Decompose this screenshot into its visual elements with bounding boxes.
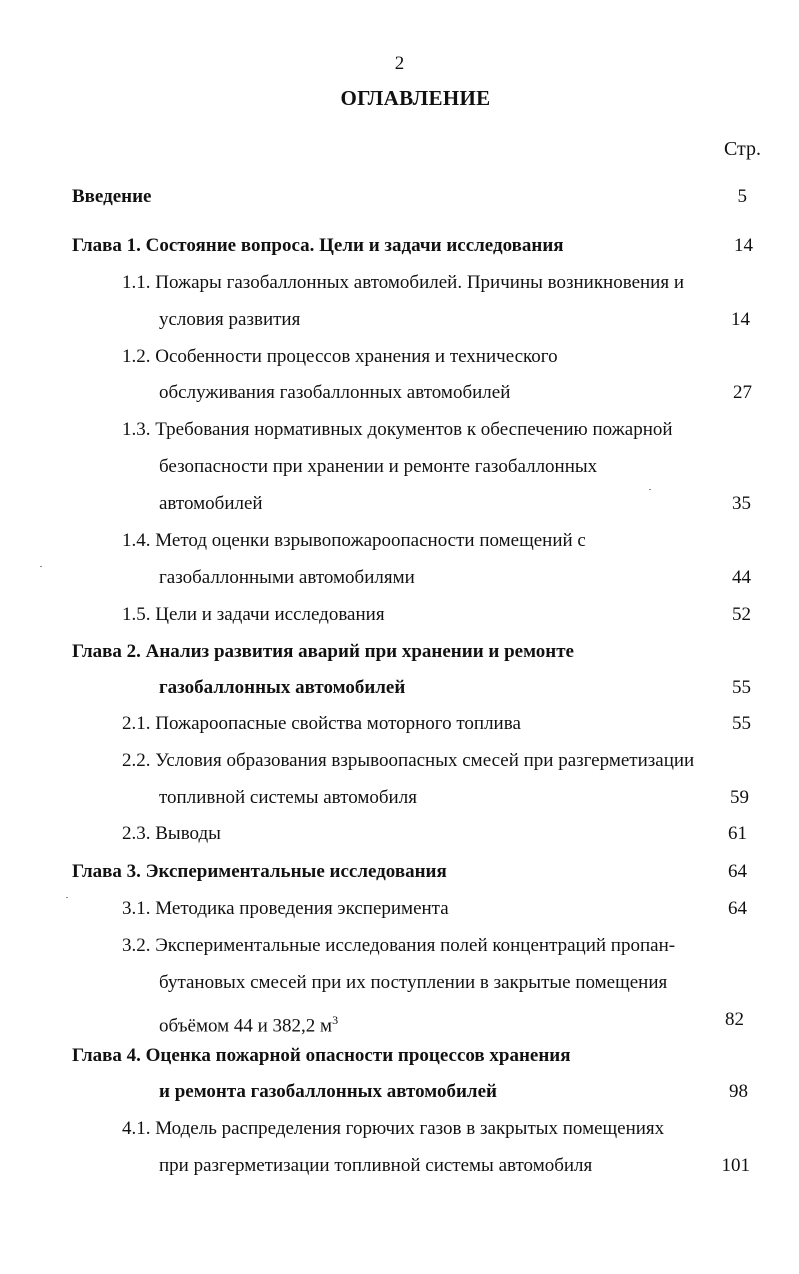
- toc-page-2-1: 55: [732, 713, 751, 734]
- toc-entry-3-1: 3.1. Методика проведения эксперимента: [122, 898, 449, 919]
- toc-entry-3-2-superscript: 3: [332, 1013, 339, 1027]
- toc-entry-2-2-cont: топливной системы автомобиля: [159, 787, 417, 808]
- toc-page-3-2: 82: [725, 1009, 744, 1030]
- toc-entry-intro: Введение: [72, 186, 152, 207]
- toc-page-1-5: 52: [732, 604, 751, 625]
- toc-entry-2-1: 2.1. Пожароопасные свойства моторного топлива: [122, 713, 521, 734]
- toc-entry-4-1: 4.1. Модель распределения горючих газов в закрытых помещениях: [122, 1118, 665, 1139]
- toc-entry-chapter-4-cont: и ремонта газобаллонных автомобилей: [159, 1081, 497, 1102]
- page-column-label: Стр.: [723, 138, 761, 160]
- toc-entry-3-2-volume: объёмом 44 и 382,2 м: [159, 1015, 333, 1037]
- page-number: 2: [394, 53, 405, 74]
- toc-entry-1-4: 1.4. Метод оценки взрывопожароопасности помещений с: [122, 530, 586, 551]
- toc-entry-1-3: 1.3. Требования нормативных документов к обеспечению пожарной: [122, 419, 673, 440]
- toc-page-4-1: 101: [721, 1155, 750, 1176]
- toc-entry-4-1-cont: при разгерметизации топливной системы автомобиля: [159, 1155, 593, 1176]
- toc-entry-chapter-3: Глава 3. Экспериментальные исследования: [72, 861, 447, 882]
- scan-speck: [40, 566, 42, 567]
- toc-page-2-2: 59: [730, 787, 749, 808]
- toc-entry-2-2: 2.2. Условия образования взрывоопасных смесей при разгерметизации: [122, 750, 695, 771]
- toc-entry-2-3: 2.3. Выводы: [122, 823, 221, 844]
- toc-entry-chapter-1: Глава 1. Состояние вопроса. Цели и задачи исследования: [72, 235, 564, 256]
- toc-entry-1-5: 1.5. Цели и задачи исследования: [122, 604, 385, 625]
- scan-speck: [649, 489, 651, 490]
- toc-page-intro: 5: [737, 186, 747, 207]
- toc-page-chapter-3: 64: [728, 861, 747, 882]
- toc-entry-3-2-cont: бутановых смесей при их поступлении в закрытые помещения: [159, 972, 668, 993]
- toc-entry-1-1: 1.1. Пожары газобаллонных автомобилей. Причины возникновения и: [122, 272, 685, 293]
- toc-entry-1-2-cont: обслуживания газобаллонных автомобилей: [159, 382, 511, 403]
- toc-page-1-3: 35: [732, 493, 751, 514]
- toc-entry-1-2: 1.2. Особенности процессов хранения и технического: [122, 346, 558, 367]
- toc-entry-1-3-cont2: автомобилей: [159, 493, 263, 514]
- toc-page-chapter-2: 55: [732, 677, 751, 698]
- toc-entry-1-3-cont: безопасности при хранении и ремонте газобаллонных: [159, 456, 598, 477]
- toc-entry-chapter-4: Глава 4. Оценка пожарной опасности процессов хранения: [72, 1045, 571, 1066]
- toc-entry-chapter-2: Глава 2. Анализ развития аварий при хранении и ремонте: [72, 641, 574, 662]
- toc-page-1-4: 44: [732, 567, 751, 588]
- toc-entry-3-2-cont2: [159, 1008, 338, 1038]
- toc-page-chapter-4: 98: [729, 1081, 748, 1102]
- toc-page-1-2: 27: [733, 382, 752, 403]
- toc-heading: ОГЛАВЛЕНИЕ: [340, 86, 491, 110]
- scan-speck: [66, 897, 68, 898]
- toc-entry-3-2: 3.2. Экспериментальные исследования полей концентраций пропан-: [122, 935, 676, 956]
- toc-page-chapter-1: 14: [734, 235, 753, 256]
- toc-page-3-1: 64: [728, 898, 747, 919]
- toc-page-1-1: 14: [731, 309, 750, 330]
- toc-entry-1-1-cont: условия развития: [159, 309, 301, 330]
- toc-entry-1-4-cont: газобаллонными автомобилями: [159, 567, 415, 588]
- toc-entry-chapter-2-cont: газобаллонных автомобилей: [159, 677, 406, 698]
- toc-page-2-3: 61: [728, 823, 747, 844]
